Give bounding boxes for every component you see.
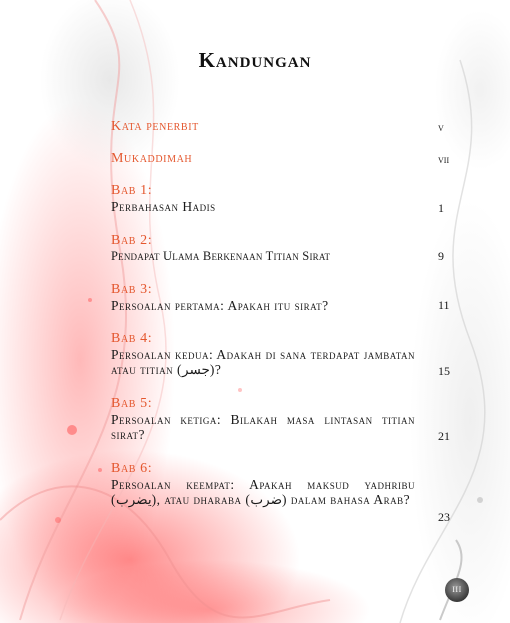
toc-entry-label: Bab 2: [111,233,153,248]
toc-entry-bab-2[interactable] [111,232,463,264]
toc-entry-bab-4[interactable] [111,330,463,377]
toc-entry-label: Mukaddimah [111,151,193,166]
toc-page-number: vii [438,152,450,166]
toc-page-number: 23 [438,510,450,524]
toc-page-number: 11 [438,298,450,312]
toc-entry-text: Persoalan kedua: Adakah di sana terdapat jambatan atau titian (جسر)? [111,347,415,377]
toc-page-number: v [438,120,444,134]
toc-page-number: 9 [438,249,444,263]
toc-entry-text: Persoalan ketiga: Bilakah masa lintasan titian sirat? [111,412,415,442]
toc-page-number: 15 [438,364,450,378]
toc-entry-bab-6[interactable] [111,460,463,524]
toc-entry-label: Bab 4: [111,331,153,346]
toc-entry-label: Bab 6: [111,461,153,476]
toc-entry-label: Bab 1: [111,183,153,198]
toc-entry-label: Bab 3: [111,282,153,297]
toc-entry-mukaddimah[interactable] [111,150,463,167]
toc-entry-text: Persoalan keempat: Apakah maksud yadhribu (يضرب), atau dharaba (ضرب) dalam bahasa Arab? [111,477,415,507]
toc-entry-bab-3[interactable] [111,281,463,313]
folio-page-number: III [445,578,469,602]
toc-entry-text: Perbahasan Hadis [111,199,216,214]
toc-entry-bab-5[interactable] [111,395,463,442]
toc-entry-text: Persoalan pertama: Apakah itu sirat? [111,298,329,313]
toc-entry-label: Kata penerbit [111,119,199,134]
page-title: Kandungan [198,48,312,72]
toc-entry-kata-penerbit[interactable] [111,118,463,135]
toc-page-number: 1 [438,201,444,215]
toc-page-number: 21 [438,429,450,443]
toc-entry-bab-1[interactable] [111,182,463,214]
toc-entry-text: Pendapat Ulama Berkenaan Titian Sirat [111,249,331,263]
toc-entry-label: Bab 5: [111,396,153,411]
